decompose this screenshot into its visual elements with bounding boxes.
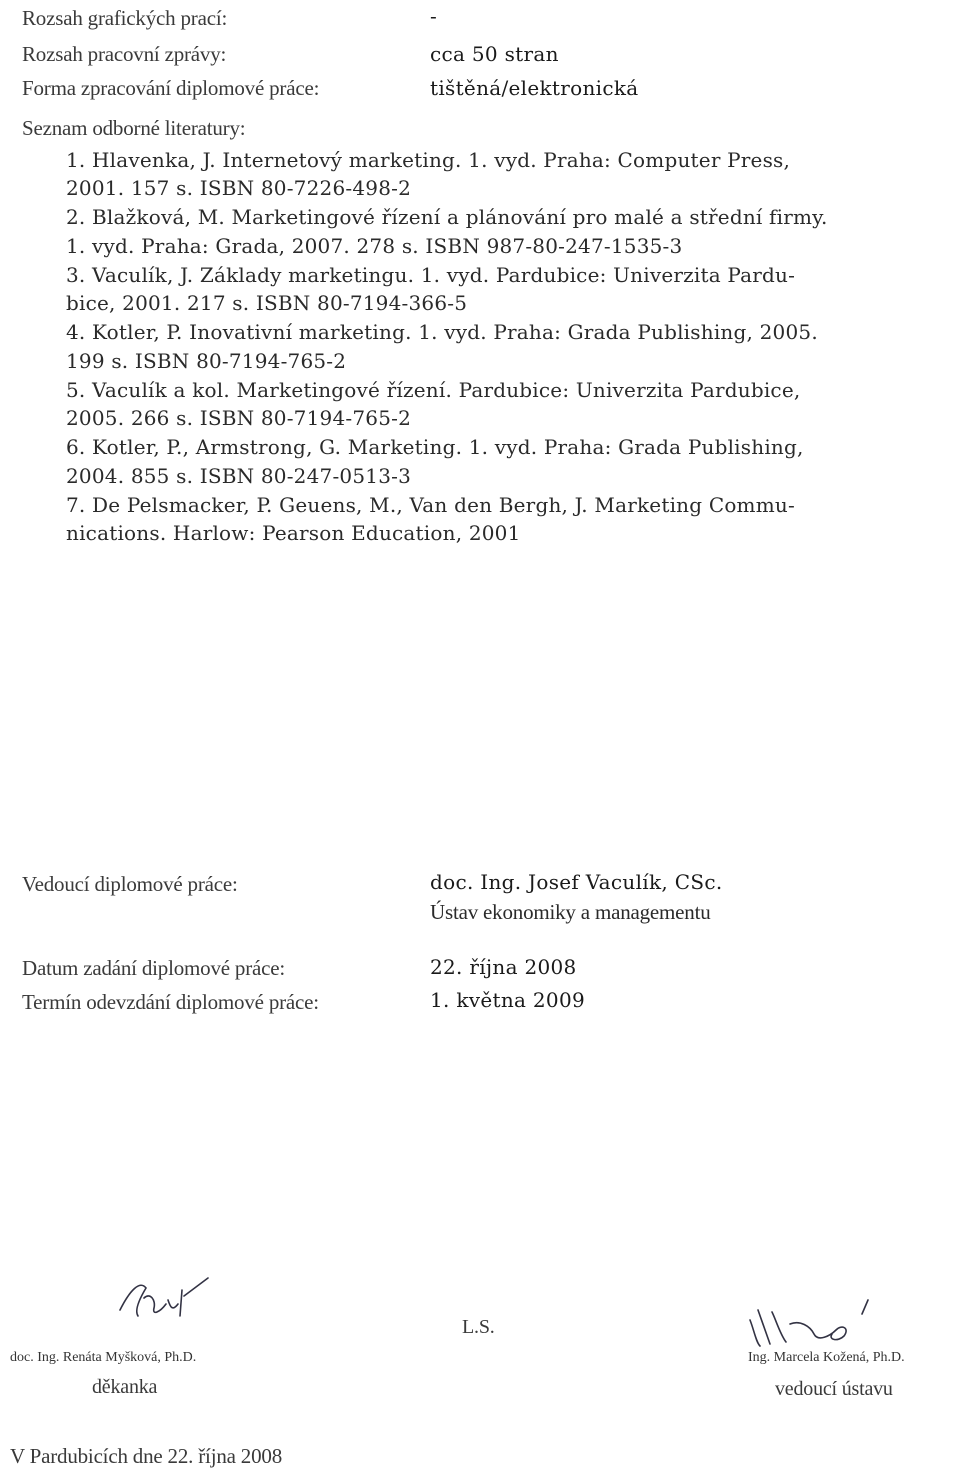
supervisor-label: Vedoucí diplomové práce: — [22, 872, 238, 896]
literature-line: 1. Hlavenka, J. Internetový marketing. 1. vyd. Praha: Computer Press, — [66, 148, 791, 172]
literature-line: 7. De Pelsmacker, P. Geuens, M., Van den Bergh, J. Marketing Commu- — [66, 493, 795, 517]
head-name: Ing. Marcela Kožená, Ph.D. — [748, 1350, 905, 1365]
literature-line: 2. Blažková, M. Marketingové řízení a plánování pro malé a střední firmy. — [66, 205, 828, 229]
literature-line: nications. Harlow: Pearson Education, 2001 — [66, 521, 521, 545]
supervisor-name: doc. Ing. Josef Vaculík, CSc. — [430, 870, 723, 894]
literature-line: 2004. 855 s. ISBN 80-247-0513-3 — [66, 464, 411, 488]
report-value: cca 50 stran — [430, 42, 559, 66]
dean-signature — [110, 1270, 220, 1330]
dean-name: doc. Ing. Renáta Myšková, Ph.D. — [10, 1350, 197, 1365]
dean-role: děkanka — [92, 1376, 158, 1398]
literature-heading: Seznam odborné literatury: — [22, 116, 246, 140]
seal-mark: L.S. — [462, 1316, 495, 1338]
form-value: tištěná/elektronická — [430, 76, 639, 100]
due-date-label: Termín odevzdání diplomové práce: — [22, 990, 319, 1014]
literature-line: 5. Vaculík a kol. Marketingové řízení. Pardubice: Univerzita Pardubice, — [66, 378, 801, 402]
literature-line: 3. Vaculík, J. Základy marketingu. 1. vyd. Pardubice: Univerzita Pardu- — [66, 263, 796, 287]
place-date: V Pardubicích dne 22. října 2008 — [10, 1444, 282, 1468]
graphics-label: Rozsah grafických prací: — [22, 6, 228, 30]
due-date-value: 1. května 2009 — [430, 988, 585, 1012]
supervisor-department: Ústav ekonomiky a managementu — [430, 900, 711, 924]
literature-line: 4. Kotler, P. Inovativní marketing. 1. vyd. Praha: Grada Publishing, 2005. — [66, 320, 818, 344]
form-label: Forma zpracování diplomové práce: — [22, 76, 320, 100]
report-label: Rozsah pracovní zprávy: — [22, 42, 227, 66]
literature-line: 199 s. ISBN 80-7194-765-2 — [66, 349, 347, 373]
literature-line: 1. vyd. Praha: Grada, 2007. 278 s. ISBN 987-80-247-1535-3 — [66, 234, 683, 258]
assigned-date-label: Datum zadání diplomové práce: — [22, 956, 286, 980]
assigned-date-value: 22. října 2008 — [430, 955, 577, 979]
head-role: vedoucí ústavu — [775, 1378, 893, 1400]
literature-line: bice, 2001. 217 s. ISBN 80-7194-366-5 — [66, 291, 468, 315]
literature-line: 2001. 157 s. ISBN 80-7226-498-2 — [66, 176, 411, 200]
literature-line: 2005. 266 s. ISBN 80-7194-765-2 — [66, 406, 411, 430]
literature-line: 6. Kotler, P., Armstrong, G. Marketing. 1. vyd. Praha: Grada Publishing, — [66, 435, 804, 459]
graphics-value: - — [430, 4, 438, 28]
